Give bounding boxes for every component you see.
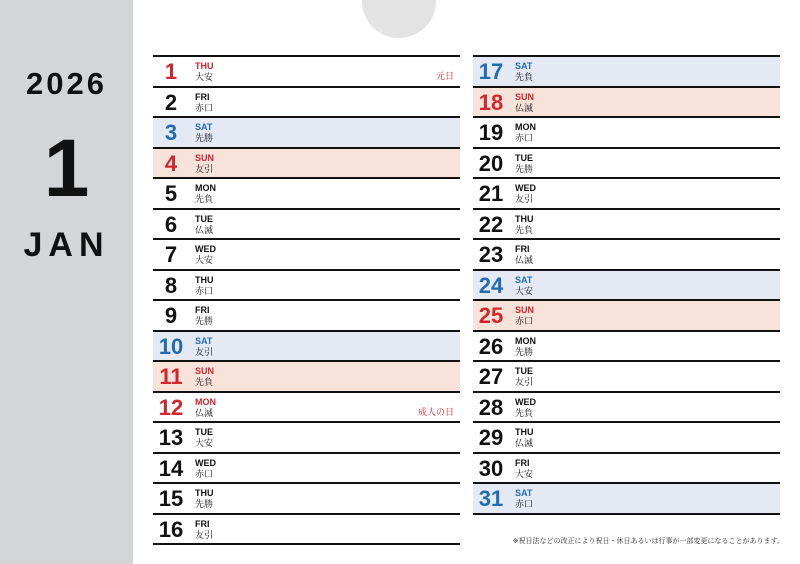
- day-row: [473, 116, 780, 147]
- day-number: 18: [478, 89, 504, 115]
- weekday-label: SUN: [195, 152, 215, 163]
- day-number: 1: [164, 59, 178, 84]
- weekday-label: SUN: [515, 91, 535, 102]
- rokuyo-label: 大安: [195, 438, 214, 448]
- weekday-label: TUE: [195, 427, 213, 437]
- weekday-label: TUE: [195, 213, 213, 224]
- rokuyo-label: 先勝: [515, 346, 534, 357]
- day-row: [153, 482, 460, 513]
- day-number: 29: [478, 425, 504, 450]
- day-row: [473, 55, 780, 86]
- weekday-label: THU: [515, 427, 534, 437]
- day-number: 31: [478, 486, 504, 511]
- year-label: 2026: [26, 66, 107, 101]
- weekday-label: SAT: [195, 122, 213, 132]
- footnote: ※祝日法などの改正により祝日・休日あるいは行事が一部変更になることがあります。: [512, 538, 784, 545]
- day-row: [473, 238, 780, 269]
- weekday-label: THU: [515, 213, 534, 224]
- day-number: 8: [164, 272, 178, 298]
- day-row: [473, 482, 780, 515]
- day-number: 21: [478, 181, 504, 206]
- weekday-label: MON: [515, 122, 536, 132]
- day-number: 17: [478, 59, 504, 84]
- rokuyo-label: 大安: [515, 468, 534, 479]
- rokuyo-label: 友引: [195, 529, 214, 540]
- weekday-label: THU: [195, 61, 214, 71]
- day-row: [473, 391, 780, 422]
- weekday-label: FRI: [195, 91, 210, 102]
- weekday-label: FRI: [195, 518, 210, 529]
- day-number: 13: [158, 425, 184, 450]
- rokuyo-label: 赤口: [195, 468, 214, 479]
- rokuyo-label: 友引: [515, 194, 534, 204]
- weekday-label: WED: [195, 244, 216, 254]
- day-number: 22: [478, 211, 504, 237]
- day-row: [473, 86, 780, 117]
- rokuyo-label: 赤口: [515, 133, 534, 143]
- weekday-label: FRI: [515, 244, 530, 254]
- rokuyo-label: 仏滅: [515, 255, 534, 265]
- day-number: 14: [158, 455, 184, 481]
- weekday-label: MON: [195, 183, 216, 193]
- rokuyo-label: 先負: [195, 377, 214, 387]
- rokuyo-label: 友引: [515, 377, 534, 387]
- weekday-label: WED: [515, 396, 536, 407]
- day-number: 16: [158, 516, 184, 542]
- weekday-label: SUN: [195, 366, 215, 376]
- day-number: 25: [478, 303, 504, 328]
- rokuyo-label: 友引: [195, 346, 214, 357]
- rokuyo-label: 赤口: [195, 285, 214, 296]
- day-row: [473, 177, 780, 208]
- weekday-label: TUE: [515, 152, 533, 163]
- day-row: [153, 55, 460, 86]
- weekday-label: THU: [195, 274, 214, 285]
- rokuyo-label: 先負: [515, 407, 534, 418]
- weekday-label: SUN: [515, 305, 535, 315]
- day-number: 24: [478, 272, 504, 298]
- rokuyo-label: 先負: [195, 194, 214, 204]
- month-sidebar: [0, 0, 133, 564]
- day-list-left: [153, 55, 460, 545]
- weekday-label: WED: [195, 457, 216, 468]
- rokuyo-label: 仏滅: [195, 224, 214, 235]
- weekday-label: SAT: [515, 61, 533, 71]
- rokuyo-label: 大安: [195, 255, 214, 265]
- day-row: [473, 269, 780, 300]
- rokuyo-label: 先負: [515, 224, 534, 235]
- weekday-label: SAT: [515, 274, 533, 285]
- day-number: 20: [478, 150, 504, 176]
- weekday-label: WED: [515, 183, 536, 193]
- day-row: [153, 147, 460, 178]
- day-row: [153, 177, 460, 208]
- day-number: 27: [478, 364, 504, 389]
- rokuyo-label: 赤口: [515, 316, 534, 326]
- weekday-label: TUE: [515, 366, 533, 376]
- weekday-label: SAT: [515, 488, 533, 498]
- day-row: [153, 360, 460, 391]
- day-row: [473, 360, 780, 391]
- rokuyo-label: 先勝: [515, 163, 534, 174]
- day-number: 30: [478, 455, 504, 481]
- day-number: 28: [478, 394, 504, 420]
- day-number: 7: [164, 242, 178, 267]
- holiday-name: 元日: [435, 71, 454, 81]
- day-number: 5: [164, 181, 178, 206]
- rokuyo-label: 先勝: [195, 133, 214, 143]
- day-number: 6: [164, 211, 178, 237]
- rokuyo-label: 大安: [195, 72, 214, 82]
- rokuyo-label: 仏滅: [515, 438, 534, 448]
- weekday-label: MON: [515, 335, 536, 346]
- day-number: 12: [158, 394, 184, 420]
- day-number: 11: [159, 364, 183, 389]
- month-number: 1: [43, 123, 90, 214]
- day-row: [473, 421, 780, 452]
- rokuyo-label: 先負: [515, 72, 534, 82]
- rokuyo-label: 先勝: [195, 316, 214, 326]
- day-list-right: [473, 55, 780, 515]
- day-row: [473, 330, 780, 361]
- day-row: [153, 513, 460, 546]
- day-row: [473, 147, 780, 178]
- day-row: [153, 116, 460, 147]
- month-name: JAN: [23, 226, 110, 264]
- rokuyo-label: 友引: [195, 163, 214, 174]
- holiday-name: 成人の日: [417, 406, 454, 417]
- weekday-label: THU: [195, 488, 214, 498]
- day-number: 4: [164, 150, 178, 176]
- rokuyo-label: 赤口: [195, 102, 214, 113]
- day-row: [153, 391, 460, 422]
- rokuyo-label: 大安: [515, 285, 534, 296]
- day-row: [153, 452, 460, 483]
- day-row: [153, 299, 460, 330]
- day-number: 2: [164, 89, 178, 115]
- day-row: [153, 421, 460, 452]
- day-number: 9: [164, 303, 178, 328]
- day-row: [153, 208, 460, 239]
- weekday-label: FRI: [515, 457, 530, 468]
- weekday-label: FRI: [195, 305, 210, 315]
- day-number: 19: [478, 120, 504, 145]
- day-number: 3: [164, 120, 178, 145]
- day-number: 15: [158, 486, 184, 511]
- day-row: [153, 269, 460, 300]
- rokuyo-label: 赤口: [515, 499, 534, 509]
- rokuyo-label: 仏滅: [515, 102, 534, 113]
- day-row: [153, 330, 460, 361]
- day-number: 26: [478, 333, 504, 359]
- day-row: [473, 452, 780, 483]
- rokuyo-label: 先勝: [195, 499, 214, 509]
- weekday-label: SAT: [195, 335, 213, 346]
- day-row: [153, 238, 460, 269]
- hanging-hole: [362, 0, 436, 38]
- day-row: [153, 86, 460, 117]
- day-row: [473, 299, 780, 330]
- day-number: 10: [158, 333, 184, 359]
- day-row: [473, 208, 780, 239]
- day-number: 23: [478, 242, 504, 267]
- weekday-label: MON: [195, 396, 216, 407]
- rokuyo-label: 仏滅: [195, 407, 214, 418]
